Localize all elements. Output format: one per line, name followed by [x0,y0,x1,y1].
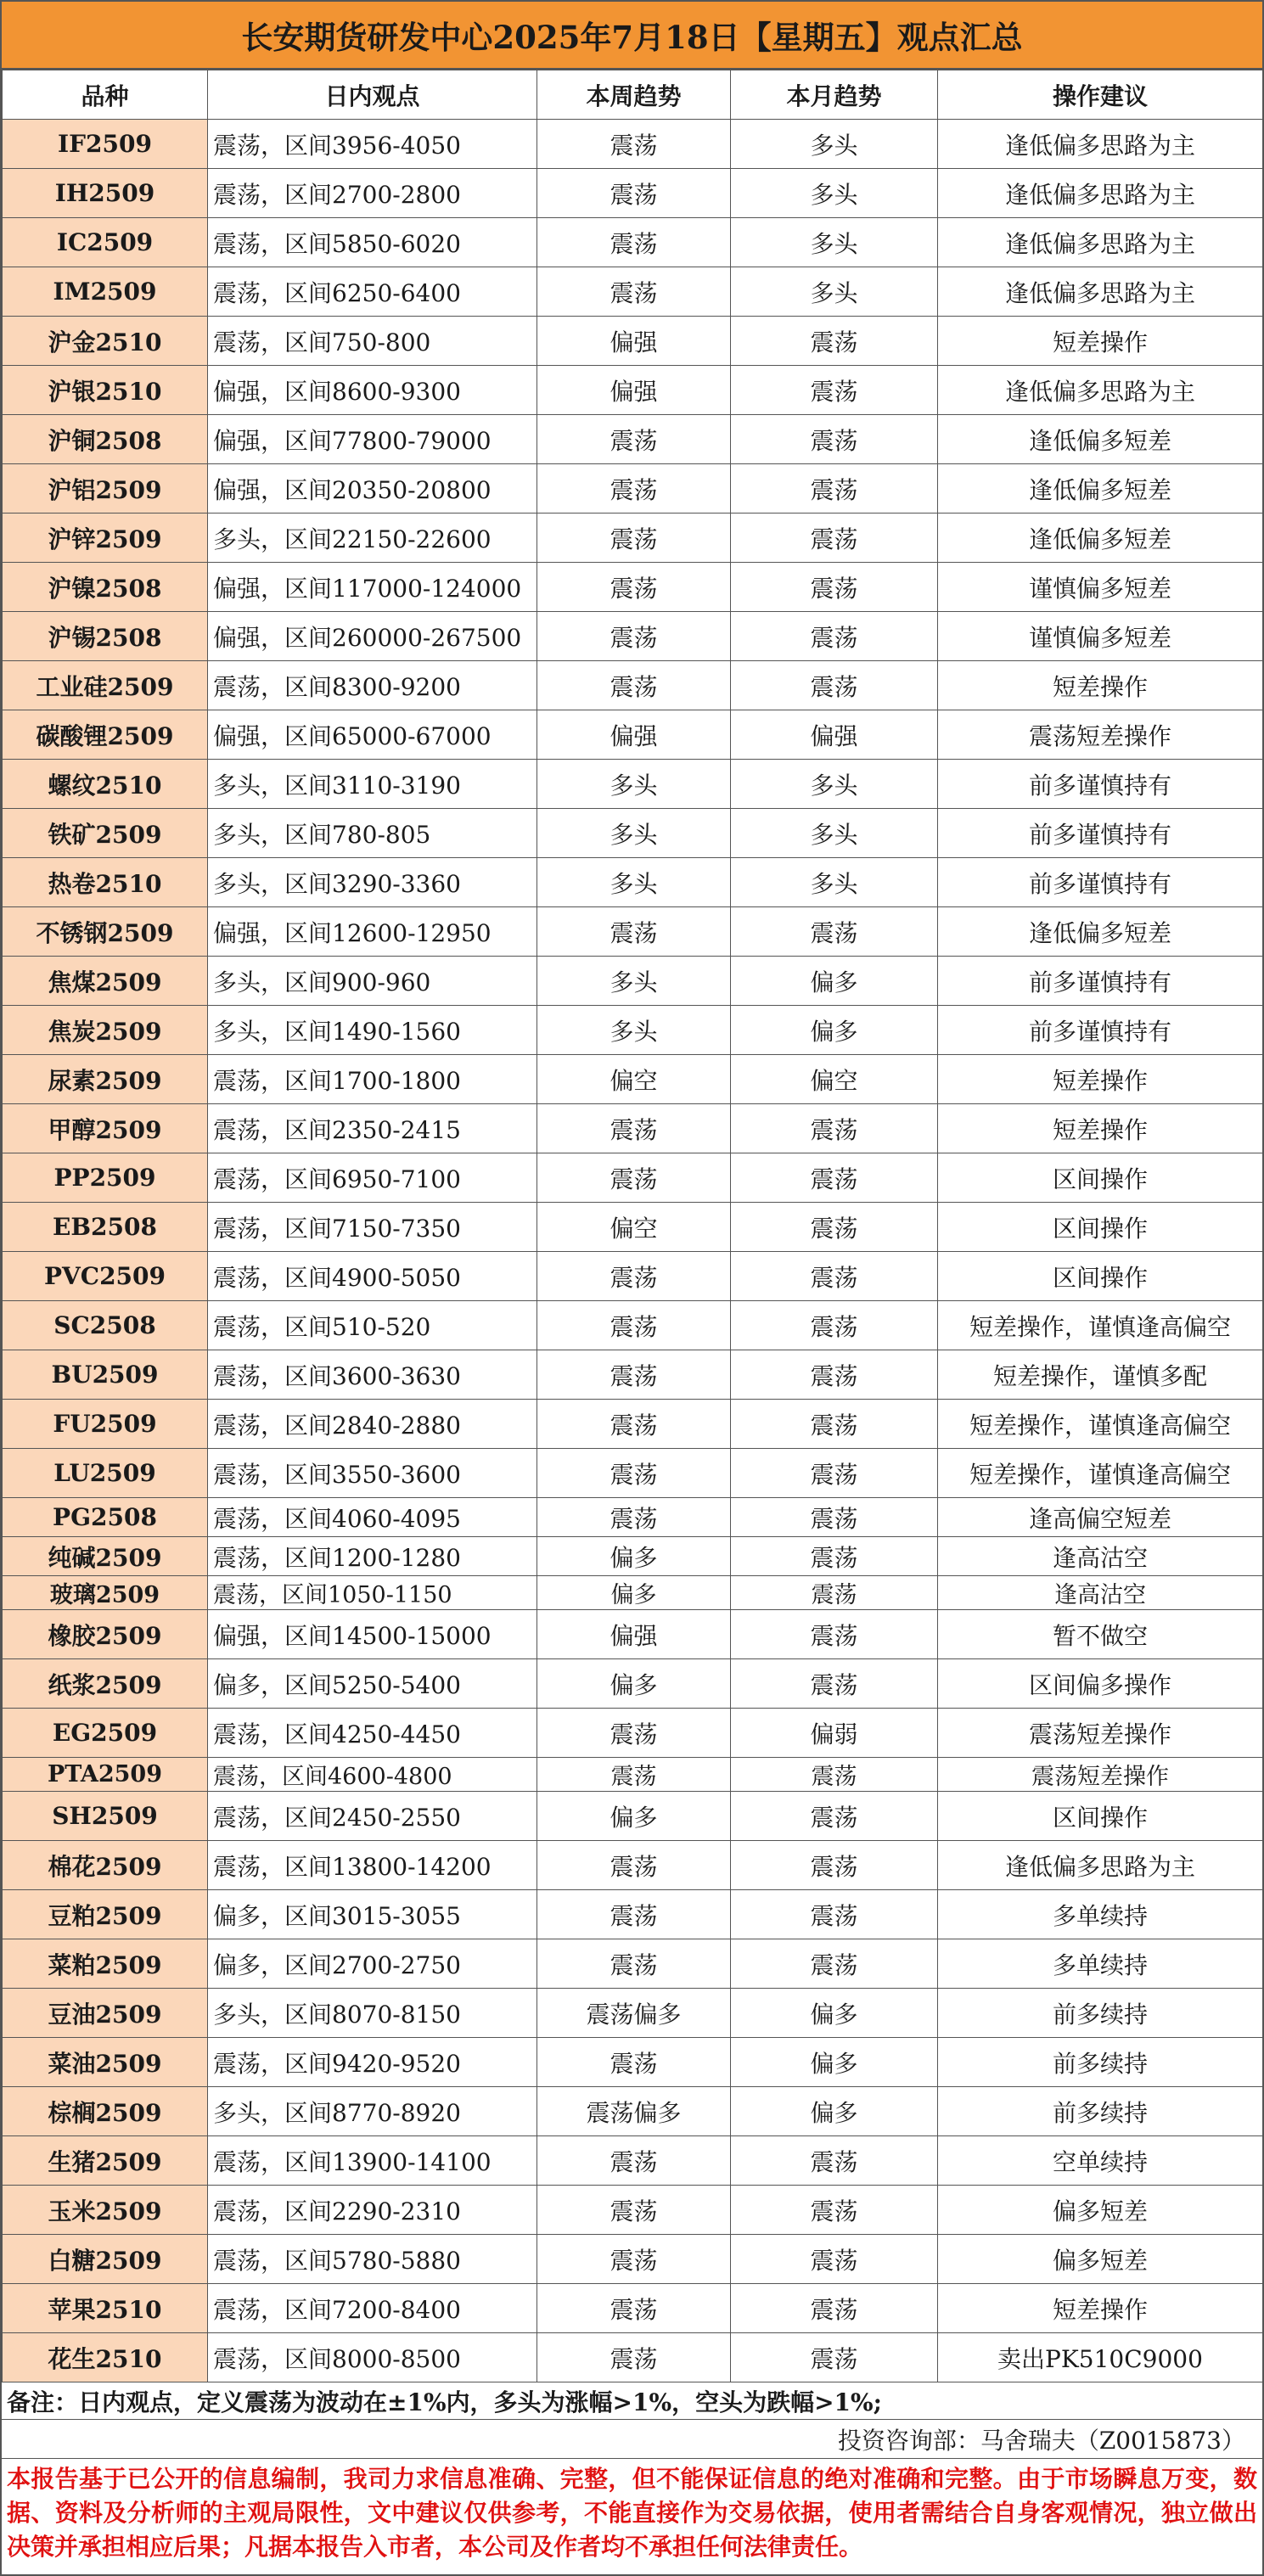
cell-week-trend: 震荡 [537,2136,731,2186]
table-body [3,120,1263,2382]
header-row [3,70,1263,120]
cell-week-trend: 震荡 [537,2235,731,2284]
cell-product: LU2509 [3,1449,208,1498]
cell-month-trend: 震荡 [731,464,938,514]
cell-intraday: 震荡，区间9420-9520 [208,2038,537,2087]
cell-month-trend: 多头 [731,169,938,218]
cell-month-trend: 震荡 [731,1576,938,1610]
cell-week-trend: 震荡 [537,1400,731,1449]
cell-week-trend: 多头 [537,957,731,1006]
cell-product: 铁矿2509 [3,809,208,858]
cell-intraday: 震荡，区间7200-8400 [208,2284,537,2333]
cell-product: 不锈钢2509 [3,907,208,957]
cell-product: 沪锌2509 [3,514,208,563]
cell-intraday: 震荡，区间4250-4450 [208,1709,537,1758]
table-row [3,1400,1263,1449]
cell-month-trend: 多头 [731,218,938,267]
cell-week-trend: 震荡 [537,1449,731,1498]
cell-week-trend: 偏多 [537,1576,731,1610]
cell-week-trend: 多头 [537,809,731,858]
note-text: 备注：日内观点，定义震荡为波动在±1%内，多头为涨幅>1%，空头为跌幅>1%; [2,2382,1262,2420]
table-row [3,2284,1263,2333]
cell-week-trend: 震荡 [537,2186,731,2235]
cell-month-trend: 震荡 [731,1659,938,1709]
cell-product: 沪铜2508 [3,415,208,464]
disclaimer-text: 本报告基于已公开的信息编制，我司力求信息准确、完整，但不能保证信息的绝对准确和完整。由于市场瞬息万变，数据、资料及分析师的主观局限性，文中建议仅供参考，不能直接作为交易依据，使用者需结合自身客观情况，独立做出决策并承担相应后果；凡据本报告入市者，本公司及作者均不承担任何法律责任。 [7,2465,1257,2561]
cell-week-trend: 偏多 [537,1537,731,1576]
cell-month-trend: 震荡 [731,1203,938,1252]
table-row [3,2038,1263,2087]
cell-product: 沪锡2508 [3,612,208,661]
cell-intraday: 偏强，区间12600-12950 [208,907,537,957]
cell-advice: 前多谨慎持有 [938,760,1263,809]
table-row [3,760,1263,809]
cell-intraday: 震荡，区间1050-1150 [208,1576,537,1610]
report-title: 长安期货研发中心2025年7月18日【星期五】观点汇总 [2,2,1262,70]
table-row [3,2136,1263,2186]
cell-week-trend: 震荡 [537,1252,731,1301]
cell-product: SC2508 [3,1301,208,1350]
cell-product: PP2509 [3,1153,208,1203]
table-row [3,1498,1263,1537]
cell-week-trend: 震荡 [537,1890,731,1939]
cell-month-trend: 震荡 [731,1610,938,1659]
cell-month-trend: 偏多 [731,1006,938,1055]
cell-intraday: 震荡，区间13900-14100 [208,2136,537,2186]
cell-intraday: 震荡，区间4600-4800 [208,1758,537,1792]
cell-week-trend: 偏强 [537,710,731,760]
cell-advice: 短差操作 [938,1055,1263,1104]
cell-intraday: 震荡，区间1700-1800 [208,1055,537,1104]
cell-product: PVC2509 [3,1252,208,1301]
cell-product: 纯碱2509 [3,1537,208,1576]
table-row [3,2087,1263,2136]
cell-intraday: 偏强，区间65000-67000 [208,710,537,760]
cell-advice: 逢低偏多思路为主 [938,267,1263,317]
header-week-trend: 本周趋势 [537,70,731,120]
cell-advice: 短差操作 [938,1104,1263,1153]
cell-week-trend: 偏强 [537,366,731,415]
cell-month-trend: 震荡 [731,563,938,612]
cell-product: 纸浆2509 [3,1659,208,1709]
table-row [3,2186,1263,2235]
cell-advice: 逢低偏多思路为主 [938,218,1263,267]
cell-intraday: 多头，区间3110-3190 [208,760,537,809]
cell-intraday: 多头，区间1490-1560 [208,1006,537,1055]
table-row [3,1709,1263,1758]
cell-week-trend: 震荡 [537,1301,731,1350]
cell-advice: 谨慎偏多短差 [938,612,1263,661]
table-row [3,809,1263,858]
cell-advice: 前多谨慎持有 [938,1006,1263,1055]
cell-advice: 区间操作 [938,1203,1263,1252]
cell-month-trend: 震荡 [731,2235,938,2284]
cell-product: 沪镍2508 [3,563,208,612]
cell-intraday: 震荡，区间2290-2310 [208,2186,537,2235]
cell-product: EG2509 [3,1709,208,1758]
cell-intraday: 震荡，区间4060-4095 [208,1498,537,1537]
table-row [3,1989,1263,2038]
cell-advice: 短差操作 [938,2284,1263,2333]
cell-intraday: 震荡，区间510-520 [208,1301,537,1350]
cell-product: 橡胶2509 [3,1610,208,1659]
table-row [3,514,1263,563]
cell-intraday: 震荡，区间5850-6020 [208,218,537,267]
cell-week-trend: 震荡 [537,415,731,464]
cell-intraday: 偏多，区间5250-5400 [208,1659,537,1709]
cell-month-trend: 震荡 [731,612,938,661]
cell-product: PG2508 [3,1498,208,1537]
cell-product: 螺纹2510 [3,760,208,809]
cell-week-trend: 震荡偏多 [537,1989,731,2038]
cell-intraday: 多头，区间3290-3360 [208,858,537,907]
cell-week-trend: 偏空 [537,1203,731,1252]
cell-intraday: 震荡，区间2700-2800 [208,169,537,218]
cell-intraday: 偏多，区间3015-3055 [208,1890,537,1939]
table-row [3,1055,1263,1104]
cell-month-trend: 震荡 [731,1841,938,1890]
table-row [3,317,1263,366]
cell-product: 沪银2510 [3,366,208,415]
cell-product: 玻璃2509 [3,1576,208,1610]
cell-month-trend: 震荡 [731,1400,938,1449]
cell-intraday: 多头，区间900-960 [208,957,537,1006]
cell-month-trend: 震荡 [731,661,938,710]
cell-intraday: 震荡，区间1200-1280 [208,1537,537,1576]
table-row [3,1758,1263,1792]
cell-month-trend: 震荡 [731,2333,938,2382]
cell-product: 热卷2510 [3,858,208,907]
cell-advice: 逢高沽空 [938,1537,1263,1576]
cell-advice: 暂不做空 [938,1610,1263,1659]
cell-week-trend: 震荡 [537,661,731,710]
cell-week-trend: 震荡 [537,1939,731,1989]
cell-product: IH2509 [3,169,208,218]
table-row [3,907,1263,957]
cell-intraday: 震荡，区间3550-3600 [208,1449,537,1498]
cell-product: PTA2509 [3,1758,208,1792]
cell-product: 白糖2509 [3,2235,208,2284]
cell-advice: 区间操作 [938,1252,1263,1301]
table-row [3,1659,1263,1709]
table-row [3,366,1263,415]
cell-week-trend: 震荡偏多 [537,2087,731,2136]
cell-intraday: 震荡，区间6950-7100 [208,1153,537,1203]
cell-product: 沪金2510 [3,317,208,366]
cell-week-trend: 震荡 [537,907,731,957]
cell-month-trend: 偏弱 [731,1709,938,1758]
cell-month-trend: 震荡 [731,2136,938,2186]
cell-week-trend: 震荡 [537,464,731,514]
cell-advice: 逢低偏多短差 [938,907,1263,957]
cell-advice: 逢高沽空 [938,1576,1263,1610]
cell-intraday: 偏强，区间260000-267500 [208,612,537,661]
cell-intraday: 震荡，区间750-800 [208,317,537,366]
cell-advice: 短差操作，谨慎逢高偏空 [938,1301,1263,1350]
cell-product: 碳酸锂2509 [3,710,208,760]
cell-product: 生猪2509 [3,2136,208,2186]
cell-week-trend: 多头 [537,1006,731,1055]
cell-month-trend: 偏多 [731,1989,938,2038]
table-row [3,1841,1263,1890]
cell-intraday: 偏强，区间20350-20800 [208,464,537,514]
header-month-trend: 本月趋势 [731,70,938,120]
cell-month-trend: 震荡 [731,1890,938,1939]
cell-week-trend: 震荡 [537,1104,731,1153]
cell-advice: 短差操作，谨慎逢高偏空 [938,1400,1263,1449]
cell-advice: 多单续持 [938,1939,1263,1989]
cell-advice: 震荡短差操作 [938,1709,1263,1758]
cell-advice: 区间操作 [938,1153,1263,1203]
table-row [3,1104,1263,1153]
cell-advice: 短差操作，谨慎逢高偏空 [938,1449,1263,1498]
table-row [3,1576,1263,1610]
cell-product: IM2509 [3,267,208,317]
cell-week-trend: 偏多 [537,1792,731,1841]
table-row [3,661,1263,710]
cell-month-trend: 震荡 [731,2186,938,2235]
cell-month-trend: 震荡 [731,1153,938,1203]
cell-advice: 空单续持 [938,2136,1263,2186]
cell-product: SH2509 [3,1792,208,1841]
cell-product: 菜粕2509 [3,1939,208,1989]
cell-intraday: 震荡，区间5780-5880 [208,2235,537,2284]
cell-product: BU2509 [3,1350,208,1400]
cell-advice: 多单续持 [938,1890,1263,1939]
cell-month-trend: 多头 [731,267,938,317]
cell-advice: 逢高偏空短差 [938,1498,1263,1537]
cell-advice: 短差操作 [938,317,1263,366]
cell-product: 棕榈2509 [3,2087,208,2136]
cell-week-trend: 偏强 [537,317,731,366]
table-row [3,957,1263,1006]
table-row [3,1252,1263,1301]
cell-advice: 前多续持 [938,1989,1263,2038]
cell-intraday: 偏强，区间117000-124000 [208,563,537,612]
cell-intraday: 震荡，区间4900-5050 [208,1252,537,1301]
cell-intraday: 震荡，区间7150-7350 [208,1203,537,1252]
table-row [3,1890,1263,1939]
cell-week-trend: 震荡 [537,1709,731,1758]
table-row [3,1301,1263,1350]
cell-week-trend: 多头 [537,858,731,907]
table-row [3,120,1263,169]
table-row [3,563,1263,612]
table-row [3,1006,1263,1055]
cell-week-trend: 震荡 [537,2284,731,2333]
header-product: 品种 [3,70,208,120]
cell-advice: 偏多短差 [938,2186,1263,2235]
cell-intraday: 震荡，区间2840-2880 [208,1400,537,1449]
cell-intraday: 震荡，区间3956-4050 [208,120,537,169]
cell-advice: 前多续持 [938,2038,1263,2087]
table-row [3,1939,1263,1989]
cell-advice: 逢低偏多思路为主 [938,169,1263,218]
cell-month-trend: 震荡 [731,1537,938,1576]
cell-week-trend: 偏强 [537,1610,731,1659]
header-advice: 操作建议 [938,70,1263,120]
cell-advice: 卖出PK510C9000 [938,2333,1263,2382]
cell-week-trend: 多头 [537,760,731,809]
cell-week-trend: 震荡 [537,563,731,612]
cell-product: 沪铝2509 [3,464,208,514]
cell-intraday: 偏多，区间2700-2750 [208,1939,537,1989]
cell-month-trend: 偏多 [731,2087,938,2136]
cell-week-trend: 偏空 [537,1055,731,1104]
cell-month-trend: 偏空 [731,1055,938,1104]
cell-month-trend: 多头 [731,809,938,858]
contact-text: 投资咨询部：马舍瑞夫（Z0015873） [2,2420,1262,2459]
cell-advice: 前多谨慎持有 [938,858,1263,907]
cell-product: 焦煤2509 [3,957,208,1006]
cell-month-trend: 震荡 [731,415,938,464]
cell-month-trend: 震荡 [731,1792,938,1841]
cell-advice: 前多谨慎持有 [938,957,1263,1006]
cell-week-trend: 震荡 [537,612,731,661]
cell-product: FU2509 [3,1400,208,1449]
cell-week-trend: 震荡 [537,1841,731,1890]
cell-month-trend: 震荡 [731,1252,938,1301]
cell-intraday: 震荡，区间3600-3630 [208,1350,537,1400]
cell-intraday: 偏强，区间77800-79000 [208,415,537,464]
cell-product: 花生2510 [3,2333,208,2382]
cell-advice: 逢低偏多思路为主 [938,1841,1263,1890]
cell-month-trend: 偏强 [731,710,938,760]
table-row [3,1610,1263,1659]
cell-intraday: 多头，区间780-805 [208,809,537,858]
cell-month-trend: 震荡 [731,907,938,957]
cell-intraday: 震荡，区间13800-14200 [208,1841,537,1890]
cell-month-trend: 多头 [731,858,938,907]
cell-product: 工业硅2509 [3,661,208,710]
cell-week-trend: 震荡 [537,1758,731,1792]
cell-product: 尿素2509 [3,1055,208,1104]
cell-week-trend: 震荡 [537,1498,731,1537]
table-row [3,1203,1263,1252]
cell-week-trend: 震荡 [537,218,731,267]
cell-advice: 偏多短差 [938,2235,1263,2284]
table-row [3,612,1263,661]
cell-product: IF2509 [3,120,208,169]
cell-month-trend: 震荡 [731,1498,938,1537]
table-row [3,1350,1263,1400]
cell-month-trend: 震荡 [731,1350,938,1400]
cell-month-trend: 偏多 [731,2038,938,2087]
table-row [3,169,1263,218]
cell-advice: 前多续持 [938,2087,1263,2136]
table-row [3,464,1263,514]
cell-intraday: 偏强，区间14500-15000 [208,1610,537,1659]
cell-advice: 前多谨慎持有 [938,809,1263,858]
cell-month-trend: 震荡 [731,366,938,415]
table-row [3,267,1263,317]
cell-product: 豆粕2509 [3,1890,208,1939]
cell-intraday: 震荡，区间2350-2415 [208,1104,537,1153]
cell-product: EB2508 [3,1203,208,1252]
cell-week-trend: 震荡 [537,514,731,563]
cell-intraday: 多头，区间8070-8150 [208,1989,537,2038]
cell-advice: 震荡短差操作 [938,710,1263,760]
cell-product: 玉米2509 [3,2186,208,2235]
cell-intraday: 震荡，区间2450-2550 [208,1792,537,1841]
cell-month-trend: 震荡 [731,317,938,366]
table-row [3,2333,1263,2382]
cell-intraday: 多头，区间8770-8920 [208,2087,537,2136]
cell-month-trend: 偏多 [731,957,938,1006]
cell-intraday: 震荡，区间8300-9200 [208,661,537,710]
header-intraday: 日内观点 [208,70,537,120]
cell-month-trend: 震荡 [731,1939,938,1989]
cell-week-trend: 偏多 [537,1659,731,1709]
cell-advice: 谨慎偏多短差 [938,563,1263,612]
cell-week-trend: 震荡 [537,2038,731,2087]
views-table [2,70,1263,2382]
cell-advice: 区间操作 [938,1792,1263,1841]
cell-product: 菜油2509 [3,2038,208,2087]
cell-advice: 短差操作，谨慎多配 [938,1350,1263,1400]
table-row [3,1449,1263,1498]
cell-week-trend: 震荡 [537,120,731,169]
cell-product: 焦炭2509 [3,1006,208,1055]
cell-advice: 区间偏多操作 [938,1659,1263,1709]
cell-month-trend: 震荡 [731,1449,938,1498]
table-row [3,415,1263,464]
table-row [3,858,1263,907]
cell-product: 豆油2509 [3,1989,208,2038]
cell-intraday: 震荡，区间6250-6400 [208,267,537,317]
cell-month-trend: 震荡 [731,514,938,563]
cell-month-trend: 多头 [731,760,938,809]
cell-advice: 逢低偏多短差 [938,415,1263,464]
cell-advice: 逢低偏多短差 [938,514,1263,563]
cell-advice: 短差操作 [938,661,1263,710]
cell-product: 甲醇2509 [3,1104,208,1153]
cell-month-trend: 震荡 [731,2284,938,2333]
cell-week-trend: 震荡 [537,1350,731,1400]
cell-advice: 逢低偏多思路为主 [938,366,1263,415]
cell-product: IC2509 [3,218,208,267]
cell-advice: 逢低偏多短差 [938,464,1263,514]
cell-week-trend: 震荡 [537,267,731,317]
cell-intraday: 震荡，区间8000-8500 [208,2333,537,2382]
cell-advice: 震荡短差操作 [938,1758,1263,1792]
cell-week-trend: 震荡 [537,2333,731,2382]
cell-week-trend: 震荡 [537,1153,731,1203]
cell-intraday: 偏强，区间8600-9300 [208,366,537,415]
cell-week-trend: 震荡 [537,169,731,218]
table-row [3,2235,1263,2284]
cell-product: 棉花2509 [3,1841,208,1890]
table-row [3,218,1263,267]
cell-month-trend: 震荡 [731,1301,938,1350]
cell-advice: 逢低偏多思路为主 [938,120,1263,169]
cell-month-trend: 震荡 [731,1758,938,1792]
table-row [3,1537,1263,1576]
cell-product: 苹果2510 [3,2284,208,2333]
table-row [3,1792,1263,1841]
cell-month-trend: 震荡 [731,1104,938,1153]
cell-intraday: 多头，区间22150-22600 [208,514,537,563]
table-row [3,710,1263,760]
table-row [3,1153,1263,1203]
cell-month-trend: 多头 [731,120,938,169]
